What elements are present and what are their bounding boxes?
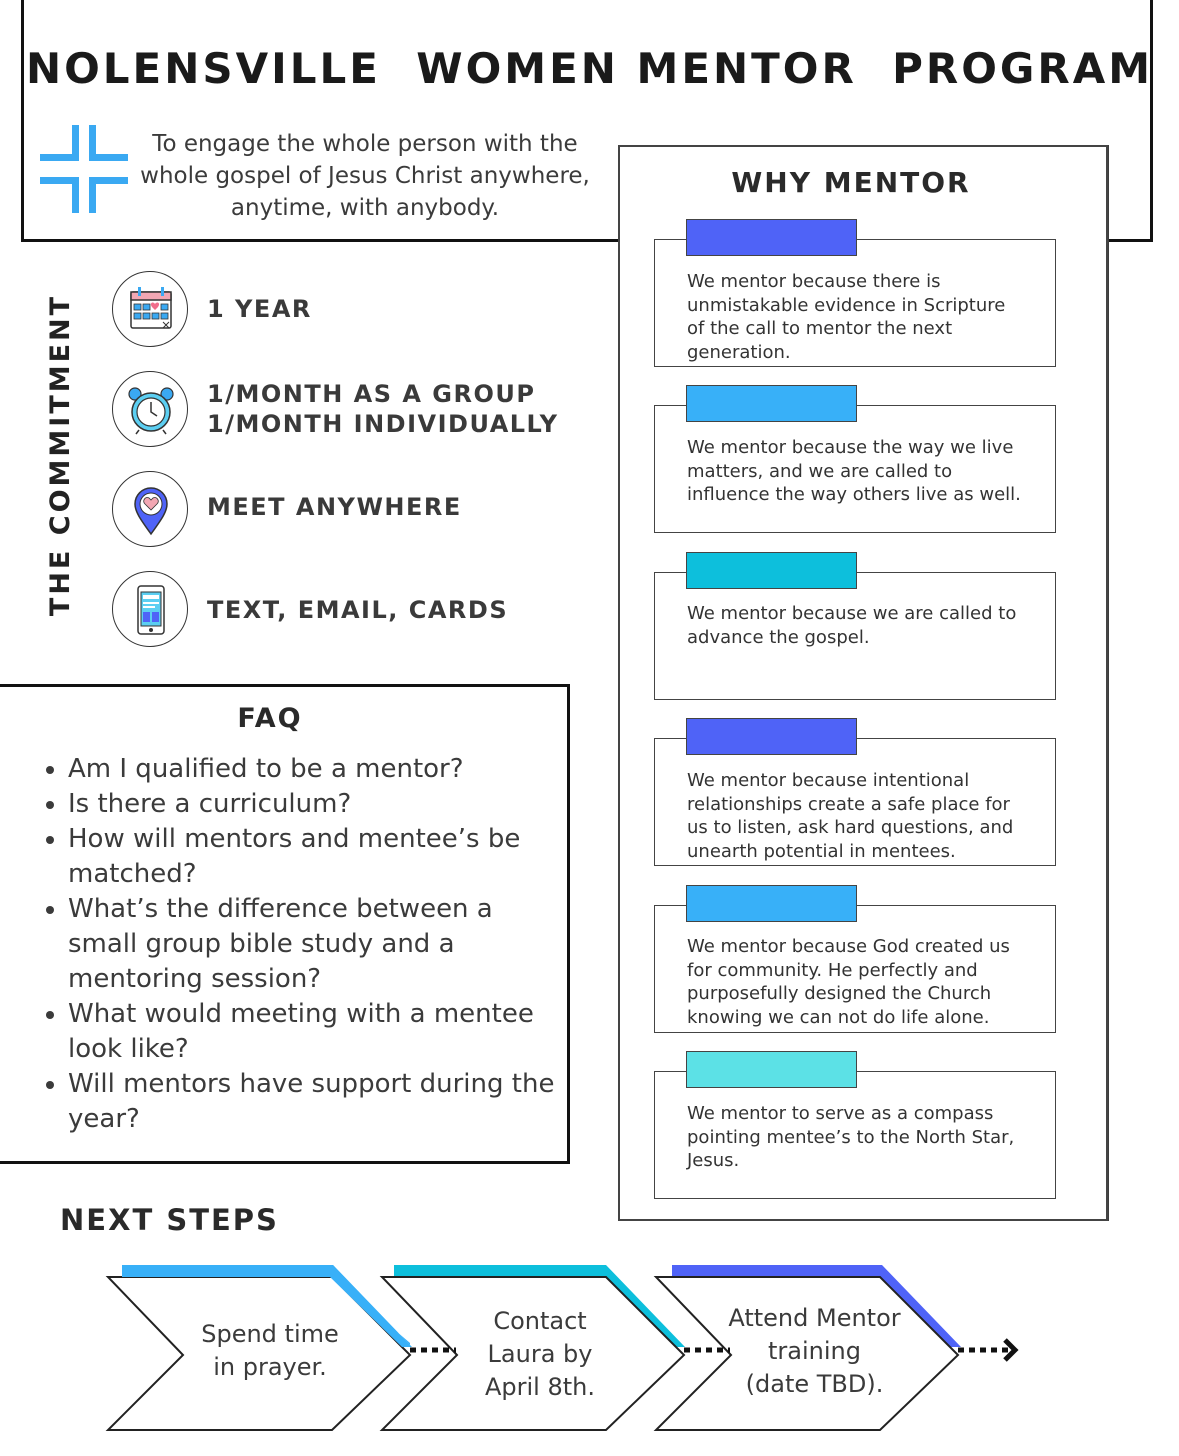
- step-3-text: [712, 1302, 917, 1401]
- faq-question: • Will mentors have support during the year?: [68, 1067, 556, 1137]
- reason-text: We mentor to serve as a compass pointing mentee’s to the North Star, Jesus.: [687, 1103, 1015, 1171]
- commitment-item-text: MEET ANYWHERE: [207, 493, 462, 521]
- faq-question: • How will mentors and mentee’s be matched?: [68, 822, 556, 892]
- phone-icon: [112, 571, 188, 647]
- step-3-line: training: [768, 1337, 861, 1365]
- calendar-icon: [112, 271, 188, 347]
- step-3-line: Attend Mentor: [728, 1304, 901, 1332]
- faq-question: • Am I qualified to be a mentor?: [68, 752, 556, 787]
- commitment-item-text: TEXT, EMAIL, CARDS: [207, 596, 509, 624]
- reason-tab: [686, 885, 857, 922]
- commitment-item-text: 1/MONTH AS A GROUP: [207, 380, 536, 408]
- commitment-item-text-2: 1/MONTH INDIVIDUALLY: [207, 410, 559, 438]
- commitment-item-text: 1 YEAR: [207, 295, 312, 323]
- step-3-line: (date TBD).: [745, 1370, 884, 1398]
- faq-question: • What’s the difference between a small group bible study and a mentoring session?: [68, 892, 556, 997]
- reason-text: We mentor because intentional relationships create a safe place for us to listen, ask hard questions, and unearth potential in mentees.: [687, 770, 1014, 862]
- reason-tab: [686, 718, 857, 755]
- reason-tab: [686, 552, 857, 589]
- mission-statement: To engage the whole person with the whole gospel of Jesus Christ anywhere, anytime, with anybody.: [140, 131, 590, 221]
- faq-question: • What would meeting with a mentee look like?: [68, 997, 556, 1067]
- step-2-line: Contact: [493, 1307, 587, 1335]
- step-1-line: Spend time: [201, 1320, 339, 1348]
- alarm-clock-icon: [112, 371, 188, 447]
- reason-tab: [686, 1051, 857, 1088]
- step-1-text: [180, 1318, 360, 1384]
- step-1-line: in prayer.: [213, 1353, 327, 1381]
- reason-text: We mentor because God created us for community. He perfectly and purposefully designed the Church knowing we can not do life alone.: [687, 936, 1010, 1028]
- cross-icon: [40, 125, 128, 213]
- next-steps-title: NEXT STEPS: [60, 1203, 279, 1237]
- reason-tab: [686, 385, 857, 422]
- reason-text: We mentor because there is unmistakable evidence in Scripture of the call to mentor the next generation.: [687, 271, 1006, 363]
- faq-question: • Is there a curriculum?: [68, 787, 556, 822]
- reason-text: We mentor because the way we live matters, and we are called to influence the way others live as well.: [687, 437, 1021, 505]
- step-2-text: [450, 1305, 630, 1404]
- step-2-line: Laura by: [487, 1340, 593, 1368]
- page-title: NOLENSVILLE WOMEN MENTOR PROGRAM: [25, 44, 1154, 93]
- why-mentor-title: WHY MENTOR: [731, 166, 971, 199]
- faq-title: FAQ: [237, 703, 303, 734]
- step-2-line: April 8th.: [484, 1373, 595, 1401]
- reason-tab: [686, 219, 857, 256]
- commitment-label: THE COMMITMENT: [45, 293, 76, 617]
- location-heart-icon: [112, 471, 188, 547]
- faq-list: [26, 752, 556, 1137]
- reason-text: We mentor because we are called to advance the gospel.: [687, 603, 1017, 648]
- commitment-label-wrap: [30, 290, 100, 620]
